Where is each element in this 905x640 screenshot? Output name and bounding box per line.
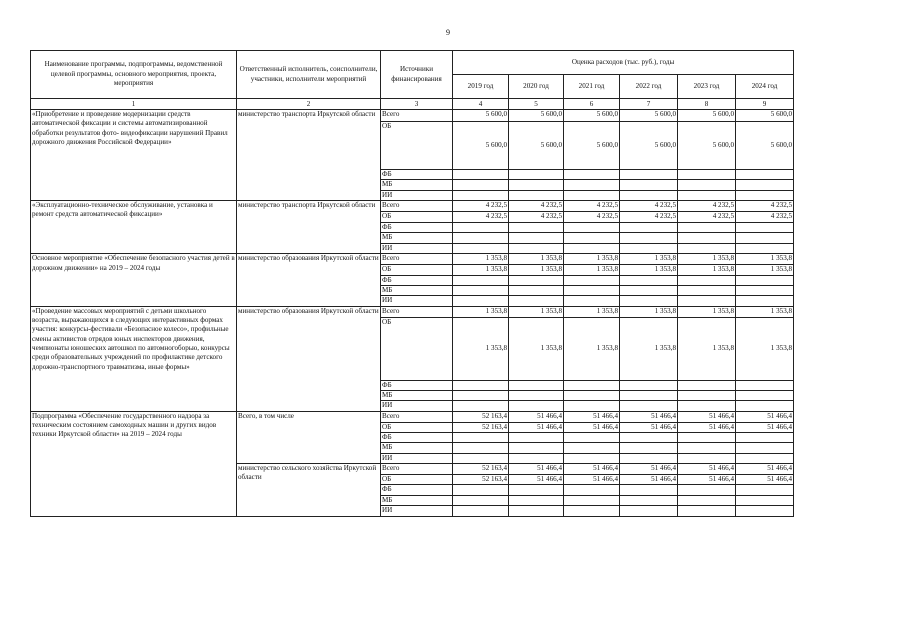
amount-cell: 1 353,8 — [564, 306, 620, 317]
amount-cell: 4 232,5 — [678, 201, 736, 212]
amount-cell: 51 466,4 — [736, 464, 794, 475]
amount-cell — [564, 380, 620, 390]
executor-cell: министерство образования Иркутской области — [237, 306, 381, 411]
amount-cell — [678, 233, 736, 243]
amount-cell: 51 466,4 — [620, 475, 678, 485]
column-number: 6 — [564, 99, 620, 110]
amount-cell — [564, 296, 620, 306]
amount-cell — [620, 506, 678, 516]
amount-cell: 4 232,5 — [736, 212, 794, 223]
column-number: 4 — [453, 99, 509, 110]
amount-cell — [678, 180, 736, 190]
amount-cell — [509, 495, 564, 505]
amount-cell — [620, 380, 678, 390]
amount-cell — [509, 390, 564, 400]
amount-cell: 51 466,4 — [736, 411, 794, 422]
amount-cell: 1 353,8 — [509, 265, 564, 275]
source-cell: МБ — [381, 180, 453, 190]
amount-cell — [509, 180, 564, 190]
amount-cell — [509, 506, 564, 516]
column-number: 3 — [381, 99, 453, 110]
amount-cell — [620, 485, 678, 495]
executor-cell: министерство транспорта Иркутской области — [237, 201, 381, 254]
amount-cell — [564, 443, 620, 453]
amount-cell: 1 353,8 — [678, 265, 736, 275]
amount-cell — [620, 443, 678, 453]
amount-cell: 1 353,8 — [620, 306, 678, 317]
year-header: 2020 год — [509, 75, 564, 99]
amount-cell — [736, 495, 794, 505]
amount-cell — [564, 485, 620, 495]
amount-cell — [509, 243, 564, 253]
amount-cell — [736, 485, 794, 495]
executor-cell: министерство образования Иркутской области — [237, 254, 381, 306]
source-cell: ИИ — [381, 190, 453, 200]
amount-cell — [509, 401, 564, 411]
amount-cell — [736, 190, 794, 200]
amount-cell — [564, 223, 620, 233]
source-cell: ОБ — [381, 122, 453, 170]
amount-cell — [678, 401, 736, 411]
amount-cell: 51 466,4 — [678, 464, 736, 475]
amount-cell: 51 466,4 — [736, 475, 794, 485]
amount-cell — [453, 506, 509, 516]
column-number: 9 — [736, 99, 794, 110]
program-name-cell: «Проведение массовых мероприятий с детьми школьного возраста, выражающихся в следующих интерактивных формах участия: конкурсы-фестивали «Безопасное колесо», профильные смены активистов отрядов юных инспекторов движения, чемпионаты юношеских автошкол по автомногоборью, конкурсы среди образовательных учреждений по профилактике детского дорожно-транспортного травматизма, иные формы» — [31, 306, 237, 411]
source-cell: ОБ — [381, 317, 453, 380]
amount-cell: 1 353,8 — [564, 317, 620, 380]
amount-cell: 52 163,4 — [453, 475, 509, 485]
program-name-cell: Основное мероприятие «Обеспечение безопасного участия детей в дорожном движении» на 2019 – 2024 годы — [31, 254, 237, 306]
executor-cell: министерство транспорта Иркутской области — [237, 110, 381, 201]
amount-cell — [509, 453, 564, 463]
amount-cell: 51 466,4 — [509, 422, 564, 432]
amount-cell — [509, 285, 564, 295]
source-cell: МБ — [381, 390, 453, 400]
amount-cell — [564, 390, 620, 400]
amount-cell — [620, 285, 678, 295]
amount-cell — [620, 296, 678, 306]
amount-cell: 4 232,5 — [564, 212, 620, 223]
amount-cell: 4 232,5 — [453, 201, 509, 212]
amount-cell — [453, 296, 509, 306]
program-name-cell: «Эксплуатационно-техническое обслуживание, установка и ремонт средств автоматической фиксации» — [31, 201, 237, 254]
amount-cell — [453, 380, 509, 390]
amount-cell: 52 163,4 — [453, 411, 509, 422]
amount-cell — [509, 190, 564, 200]
amount-cell — [509, 433, 564, 443]
year-header: 2023 год — [678, 75, 736, 99]
amount-cell: 1 353,8 — [736, 317, 794, 380]
amount-cell: 51 466,4 — [678, 422, 736, 432]
amount-cell — [453, 243, 509, 253]
column-number-row — [31, 99, 794, 110]
source-cell: ФБ — [381, 223, 453, 233]
amount-cell — [678, 453, 736, 463]
column-number: 1 — [31, 99, 237, 110]
amount-cell — [678, 285, 736, 295]
amount-cell — [453, 180, 509, 190]
column-number: 7 — [620, 99, 678, 110]
column-header-source: Источники финансирования — [381, 51, 453, 99]
amount-cell: 5 600,0 — [620, 110, 678, 122]
amount-cell — [453, 401, 509, 411]
source-cell: Всего — [381, 201, 453, 212]
source-cell: МБ — [381, 495, 453, 505]
amount-cell — [736, 285, 794, 295]
amount-cell: 1 353,8 — [509, 254, 564, 265]
source-cell: МБ — [381, 285, 453, 295]
amount-cell: 51 466,4 — [509, 475, 564, 485]
table-row — [31, 411, 794, 422]
amount-cell: 51 466,4 — [620, 464, 678, 475]
year-header: 2022 год — [620, 75, 678, 99]
amount-cell — [620, 180, 678, 190]
amount-cell — [678, 170, 736, 180]
amount-cell: 1 353,8 — [620, 265, 678, 275]
amount-cell — [564, 506, 620, 516]
amount-cell: 51 466,4 — [564, 464, 620, 475]
amount-cell — [620, 433, 678, 443]
year-header: 2021 год — [564, 75, 620, 99]
amount-cell: 4 232,5 — [453, 212, 509, 223]
amount-cell — [564, 401, 620, 411]
amount-cell — [678, 485, 736, 495]
amount-cell — [678, 223, 736, 233]
amount-cell — [509, 443, 564, 453]
column-number: 2 — [237, 99, 381, 110]
amount-cell — [736, 275, 794, 285]
table-row — [31, 254, 794, 265]
amount-cell: 4 232,5 — [620, 212, 678, 223]
amount-cell: 1 353,8 — [453, 306, 509, 317]
amount-cell: 4 232,5 — [509, 201, 564, 212]
program-name-cell: «Приобретение и проведение модернизации средств автоматической фиксации и системы автоматизированной обработки результатов фото- видеофиксации нарушений Правил дорожного движения Российской Федерации» — [31, 110, 237, 201]
amount-cell — [620, 223, 678, 233]
amount-cell: 1 353,8 — [564, 265, 620, 275]
amount-cell — [678, 433, 736, 443]
source-cell: ФБ — [381, 170, 453, 180]
amount-cell: 1 353,8 — [509, 317, 564, 380]
source-cell: ИИ — [381, 401, 453, 411]
amount-cell: 52 163,4 — [453, 422, 509, 432]
source-cell: ОБ — [381, 265, 453, 275]
amount-cell — [620, 170, 678, 180]
amount-cell: 51 466,4 — [564, 411, 620, 422]
amount-cell: 5 600,0 — [453, 110, 509, 122]
amount-cell: 51 466,4 — [564, 422, 620, 432]
amount-cell: 4 232,5 — [509, 212, 564, 223]
amount-cell — [736, 401, 794, 411]
amount-cell: 1 353,8 — [678, 317, 736, 380]
budget-table — [30, 50, 794, 517]
amount-cell — [509, 296, 564, 306]
amount-cell — [736, 296, 794, 306]
amount-cell: 5 600,0 — [620, 122, 678, 170]
amount-cell: 5 600,0 — [564, 122, 620, 170]
year-header: 2024 год — [736, 75, 794, 99]
amount-cell — [678, 390, 736, 400]
amount-cell: 51 466,4 — [736, 422, 794, 432]
amount-cell — [564, 190, 620, 200]
column-header-estimate: Оценка расходов (тыс. руб.), годы — [453, 51, 794, 75]
amount-cell: 5 600,0 — [509, 110, 564, 122]
amount-cell — [736, 233, 794, 243]
amount-cell — [564, 495, 620, 505]
amount-cell: 5 600,0 — [453, 122, 509, 170]
amount-cell — [678, 380, 736, 390]
amount-cell — [678, 495, 736, 505]
amount-cell: 51 466,4 — [509, 411, 564, 422]
amount-cell — [736, 223, 794, 233]
amount-cell — [620, 401, 678, 411]
amount-cell: 5 600,0 — [509, 122, 564, 170]
amount-cell: 1 353,8 — [453, 265, 509, 275]
source-cell: Всего — [381, 464, 453, 475]
source-cell: ИИ — [381, 243, 453, 253]
amount-cell — [453, 285, 509, 295]
table-body — [31, 110, 794, 517]
amount-cell — [453, 433, 509, 443]
amount-cell — [736, 433, 794, 443]
amount-cell — [620, 275, 678, 285]
amount-cell: 51 466,4 — [564, 475, 620, 485]
page-number: 9 — [446, 28, 450, 37]
amount-cell: 5 600,0 — [736, 110, 794, 122]
amount-cell — [453, 390, 509, 400]
amount-cell: 1 353,8 — [564, 254, 620, 265]
amount-cell — [564, 170, 620, 180]
amount-cell — [453, 190, 509, 200]
amount-cell: 5 600,0 — [564, 110, 620, 122]
amount-cell: 4 232,5 — [620, 201, 678, 212]
executor-cell: министерство сельского хозяйства Иркутской области — [237, 464, 381, 516]
table-header — [31, 51, 794, 110]
amount-cell — [564, 453, 620, 463]
amount-cell — [736, 506, 794, 516]
source-cell: ИИ — [381, 506, 453, 516]
amount-cell — [453, 485, 509, 495]
amount-cell — [678, 506, 736, 516]
amount-cell — [736, 243, 794, 253]
amount-cell — [509, 223, 564, 233]
amount-cell: 1 353,8 — [736, 306, 794, 317]
amount-cell — [453, 495, 509, 505]
executor-cell: Всего, в том числе — [237, 411, 381, 463]
amount-cell — [509, 233, 564, 243]
amount-cell: 51 466,4 — [678, 411, 736, 422]
amount-cell: 4 232,5 — [678, 212, 736, 223]
amount-cell — [564, 433, 620, 443]
amount-cell: 5 600,0 — [736, 122, 794, 170]
amount-cell: 51 466,4 — [509, 464, 564, 475]
amount-cell — [509, 380, 564, 390]
amount-cell — [509, 485, 564, 495]
source-cell: ФБ — [381, 275, 453, 285]
amount-cell — [678, 443, 736, 453]
table-row — [31, 201, 794, 212]
amount-cell — [678, 190, 736, 200]
amount-cell — [453, 453, 509, 463]
source-cell: ОБ — [381, 475, 453, 485]
amount-cell — [620, 190, 678, 200]
table-row — [31, 110, 794, 122]
amount-cell — [678, 243, 736, 253]
amount-cell — [564, 233, 620, 243]
amount-cell — [564, 285, 620, 295]
source-cell: ОБ — [381, 212, 453, 223]
source-cell: ИИ — [381, 453, 453, 463]
amount-cell — [453, 223, 509, 233]
source-cell: Всего — [381, 254, 453, 265]
amount-cell: 4 232,5 — [736, 201, 794, 212]
amount-cell — [453, 233, 509, 243]
amount-cell — [736, 170, 794, 180]
source-cell: ФБ — [381, 380, 453, 390]
amount-cell: 1 353,8 — [453, 317, 509, 380]
amount-cell: 5 600,0 — [678, 122, 736, 170]
column-number: 5 — [509, 99, 564, 110]
amount-cell — [564, 180, 620, 190]
amount-cell — [620, 233, 678, 243]
amount-cell — [620, 243, 678, 253]
source-cell: ОБ — [381, 422, 453, 432]
amount-cell: 1 353,8 — [509, 306, 564, 317]
source-cell: МБ — [381, 443, 453, 453]
amount-cell — [453, 275, 509, 285]
program-name-cell: Подпрограмма «Обеспечение государственного надзора за техническим состоянием самоходных машин и других видов техники Иркутской области» на 2019 – 2024 годы — [31, 411, 237, 516]
amount-cell: 51 466,4 — [678, 475, 736, 485]
amount-cell: 1 353,8 — [736, 265, 794, 275]
amount-cell — [620, 453, 678, 463]
amount-cell: 1 353,8 — [678, 254, 736, 265]
amount-cell — [736, 380, 794, 390]
amount-cell — [453, 170, 509, 180]
amount-cell — [736, 453, 794, 463]
table-row — [31, 306, 794, 317]
amount-cell: 1 353,8 — [620, 254, 678, 265]
amount-cell: 51 466,4 — [620, 422, 678, 432]
amount-cell — [678, 296, 736, 306]
amount-cell: 1 353,8 — [678, 306, 736, 317]
amount-cell — [564, 275, 620, 285]
amount-cell: 1 353,8 — [453, 254, 509, 265]
source-cell: ФБ — [381, 433, 453, 443]
source-cell: ИИ — [381, 296, 453, 306]
amount-cell — [678, 275, 736, 285]
column-number: 8 — [678, 99, 736, 110]
column-header-name: Наименование программы, подпрограммы, ведомственной целевой программы, основного мероприятия, проекта, мероприятия — [31, 51, 237, 99]
amount-cell — [736, 443, 794, 453]
amount-cell: 5 600,0 — [678, 110, 736, 122]
amount-cell: 51 466,4 — [620, 411, 678, 422]
amount-cell — [620, 495, 678, 505]
amount-cell: 4 232,5 — [564, 201, 620, 212]
amount-cell: 1 353,8 — [620, 317, 678, 380]
amount-cell — [620, 390, 678, 400]
amount-cell — [509, 170, 564, 180]
source-cell: Всего — [381, 411, 453, 422]
source-cell: Всего — [381, 110, 453, 122]
amount-cell: 1 353,8 — [736, 254, 794, 265]
source-cell: МБ — [381, 233, 453, 243]
amount-cell — [736, 180, 794, 190]
column-header-executor: Ответственный исполнитель, соисполнители, участники, исполнители мероприятий — [237, 51, 381, 99]
amount-cell — [509, 275, 564, 285]
year-header: 2019 год — [453, 75, 509, 99]
amount-cell — [736, 390, 794, 400]
amount-cell — [453, 443, 509, 453]
amount-cell: 52 163,4 — [453, 464, 509, 475]
source-cell: Всего — [381, 306, 453, 317]
amount-cell — [564, 243, 620, 253]
source-cell: ФБ — [381, 485, 453, 495]
